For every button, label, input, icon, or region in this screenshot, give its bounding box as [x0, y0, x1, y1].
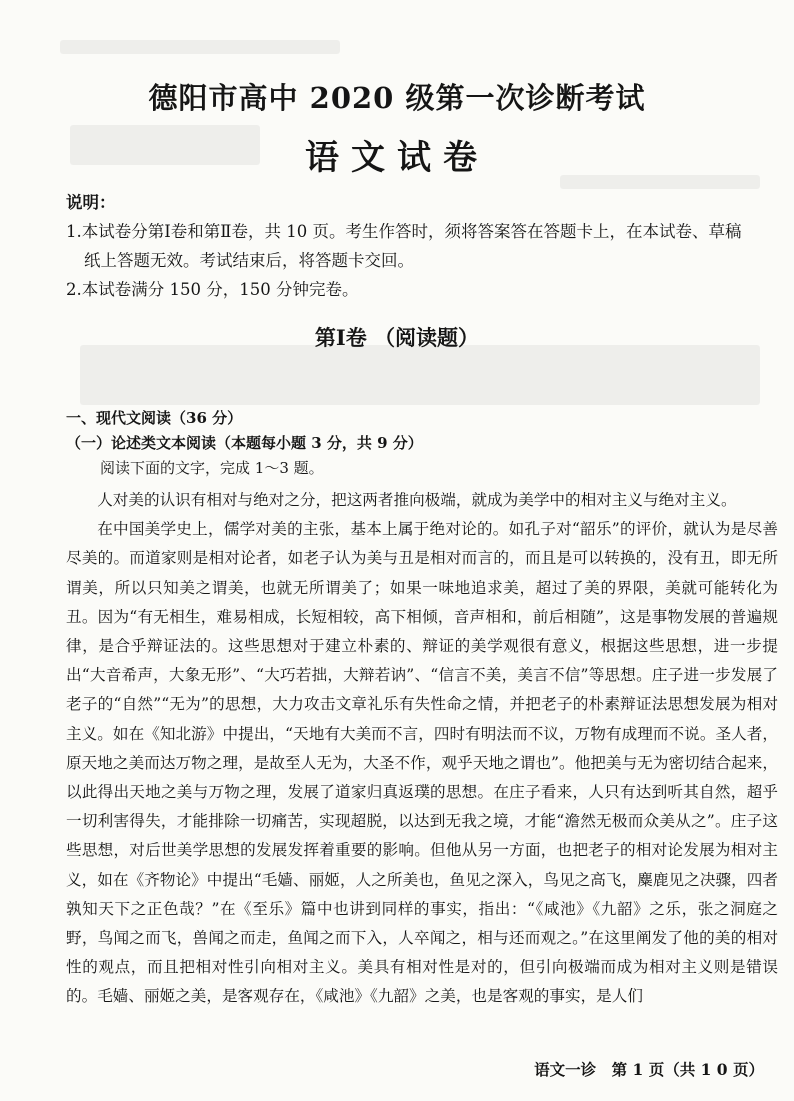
volume-title: 第Ⅰ卷 （阅读题） — [314, 325, 480, 350]
scan-smudge — [80, 345, 760, 405]
page-footer: 语文一诊 第 1 页（共 1 0 页） — [534, 1060, 764, 1079]
subsection-heading: （一）论述类文本阅读（本题每小题 3 分，共 9 分） — [66, 434, 423, 452]
instruction-item-2: 2.本试卷满分 150 分，150 分钟完卷。 — [66, 280, 359, 299]
instruction-item-1: 1.本试卷分第Ⅰ卷和第Ⅱ卷，共 10 页。考生作答时，须将答案答在答题卡上，在本试卷、草稿 — [66, 222, 742, 241]
section-heading: 一、现代文阅读（36 分） — [66, 409, 243, 427]
task-instruction: 阅读下面的文字，完成 1～3 题。 — [100, 459, 324, 477]
section-headings — [66, 406, 776, 481]
instruction-item-1-cont: 纸上答题无效。考试结束后，将答题卡交回。 — [84, 251, 414, 270]
reading-passage — [66, 486, 778, 1012]
exam-title: 德阳市高中 2020 级第一次诊断考试 — [148, 81, 646, 115]
passage-paragraph: 在中国美学史上，儒学对美的主张，基本上属于绝对论的。如孔子对“韶乐”的评价，就认为是尽善尽美的。而道家则是相对论者，如老子认为美与丑是相对而言的，而且是可以转换的，没有丑，即无所谓美，所以只知美之谓美，也就无所谓美了；如果一味地追求美，超过了美的界限，美就可能转化为丑。因为“有无相生，难易相成，长短相较，高下相倾，音声相和，前后相随”，这是事物发展的普遍规律，是合乎辩证法的。这些思想对于建立朴素的、辩证的美学观很有意义，根据这些思想，进一步提出“大音希声，大象无形”、“大巧若拙，大辩若讷”、“信言不美，美言不信”等思想。庄子进一步发展了老子的“自然”“无为”的思想，大力攻击文章礼乐有失性命之情，并把老子的朴素辩证法思想发展为相对主义。如在《知北游》中提出，“天地有大美而不言，四时有明法而不议，万物有成理而不说。圣人者，原天地之美而达万物之理，是故至人无为，大圣不作，观乎天地之谓也”。他把美与无为密切结合起来，以此得出天地之美与万物之理，发展了道家归真返璞的思想。在庄子看来，人只有达到听其自然，超乎一切利害得失，才能排除一切痛苦，实现超脱，以达到无我之境，才能“澹然无极而众美从之”。庄子这些思想，对后世美学思想的发展发挥着重要的影响。但他从另一方面，也把老子的相对论发展为相对主义，如在《齐物论》中提出“毛嫱、丽姬，人之所美也，鱼见之深入，鸟见之高飞，麋鹿见之决骤，四者孰知天下之正色哉？”在《至乐》篇中也讲到同样的事实，指出：“《咸池》《九韶》之乐，张之洞庭之野，鸟闻之而飞，兽闻之而走，鱼闻之而下入，人卒闻之，相与还而观之。”在这里阐发了他的美的相对性的观点，而且把相对性引向相对主义。美具有相对性是对的，但引向极端而成为相对主义则是错误的。毛嫱、丽姬之美，是客观存在，《咸池》《九韶》之美，也是客观的事实，是人们 — [66, 520, 778, 1006]
instructions-label: 说明： — [66, 193, 116, 212]
passage-paragraph: 人对美的认识有相对与绝对之分，把这两者推向极端，就成为美学中的相对主义与绝对主义。 — [97, 491, 737, 509]
instructions-block — [66, 188, 766, 304]
scan-smudge — [60, 40, 340, 54]
exam-subtitle: 语文试卷 — [305, 138, 489, 178]
